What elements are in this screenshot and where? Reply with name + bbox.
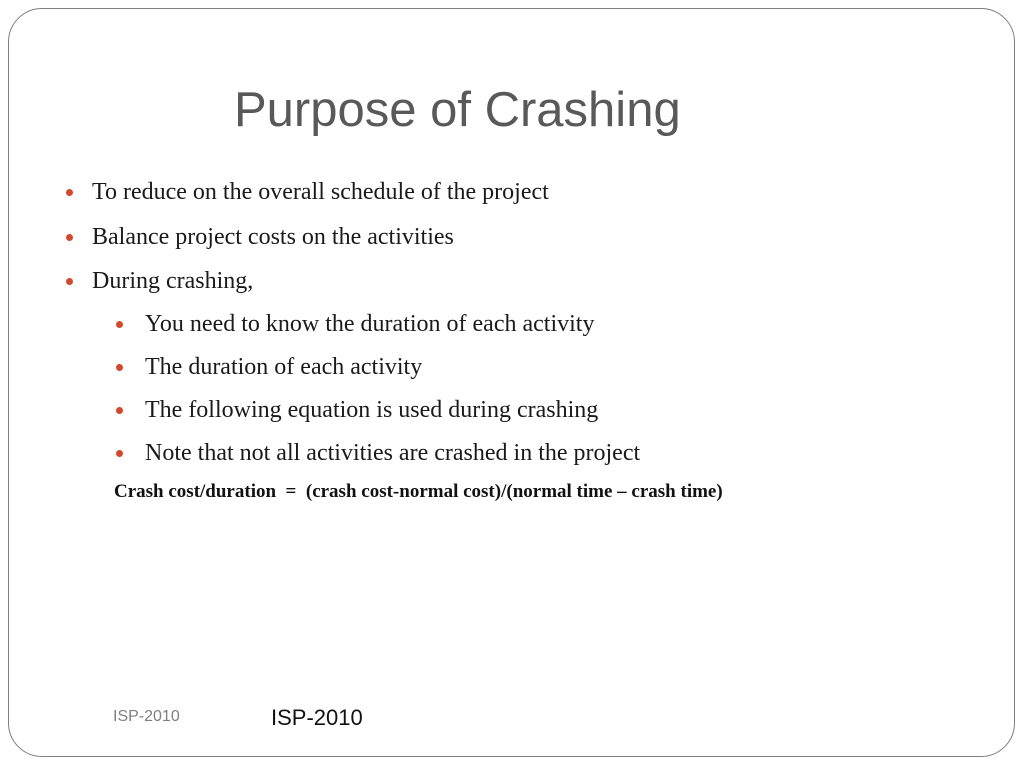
sub-bullet-item xyxy=(145,396,598,425)
bullet-text: To reduce on the overall schedule of the project xyxy=(92,179,549,205)
bullet-dot-icon xyxy=(66,278,73,285)
sub-bullet-item xyxy=(145,310,594,339)
bullet-text: During crashing, xyxy=(92,268,254,294)
bullet-item xyxy=(92,267,253,296)
crash-cost-equation: Crash cost/duration = (crash cost-normal cost)/(normal time – crash time) xyxy=(114,481,723,502)
bullet-dot-icon xyxy=(116,407,123,414)
bullet-dot-icon xyxy=(116,364,123,371)
slide-title: Purpose of Crashing xyxy=(234,83,681,137)
bullet-item xyxy=(92,178,549,207)
sub-bullet-item xyxy=(145,439,640,468)
bullet-text: Balance project costs on the activities xyxy=(92,224,454,250)
bullet-dot-icon xyxy=(66,234,73,241)
sub-bullet-text: Note that not all activities are crashed in the project xyxy=(145,440,641,466)
footer-left-text: ISP-2010 xyxy=(113,708,180,725)
sub-bullet-item xyxy=(145,353,422,382)
footer-center-text: ISP-2010 xyxy=(271,705,363,730)
bullet-dot-icon xyxy=(116,450,123,457)
bullet-item xyxy=(92,223,454,252)
sub-bullet-text: The duration of each activity xyxy=(145,354,423,380)
sub-bullet-text: You need to know the duration of each activity xyxy=(145,311,595,337)
bullet-dot-icon xyxy=(66,189,73,196)
sub-bullet-text: The following equation is used during crashing xyxy=(145,397,599,423)
bullet-dot-icon xyxy=(116,321,123,328)
